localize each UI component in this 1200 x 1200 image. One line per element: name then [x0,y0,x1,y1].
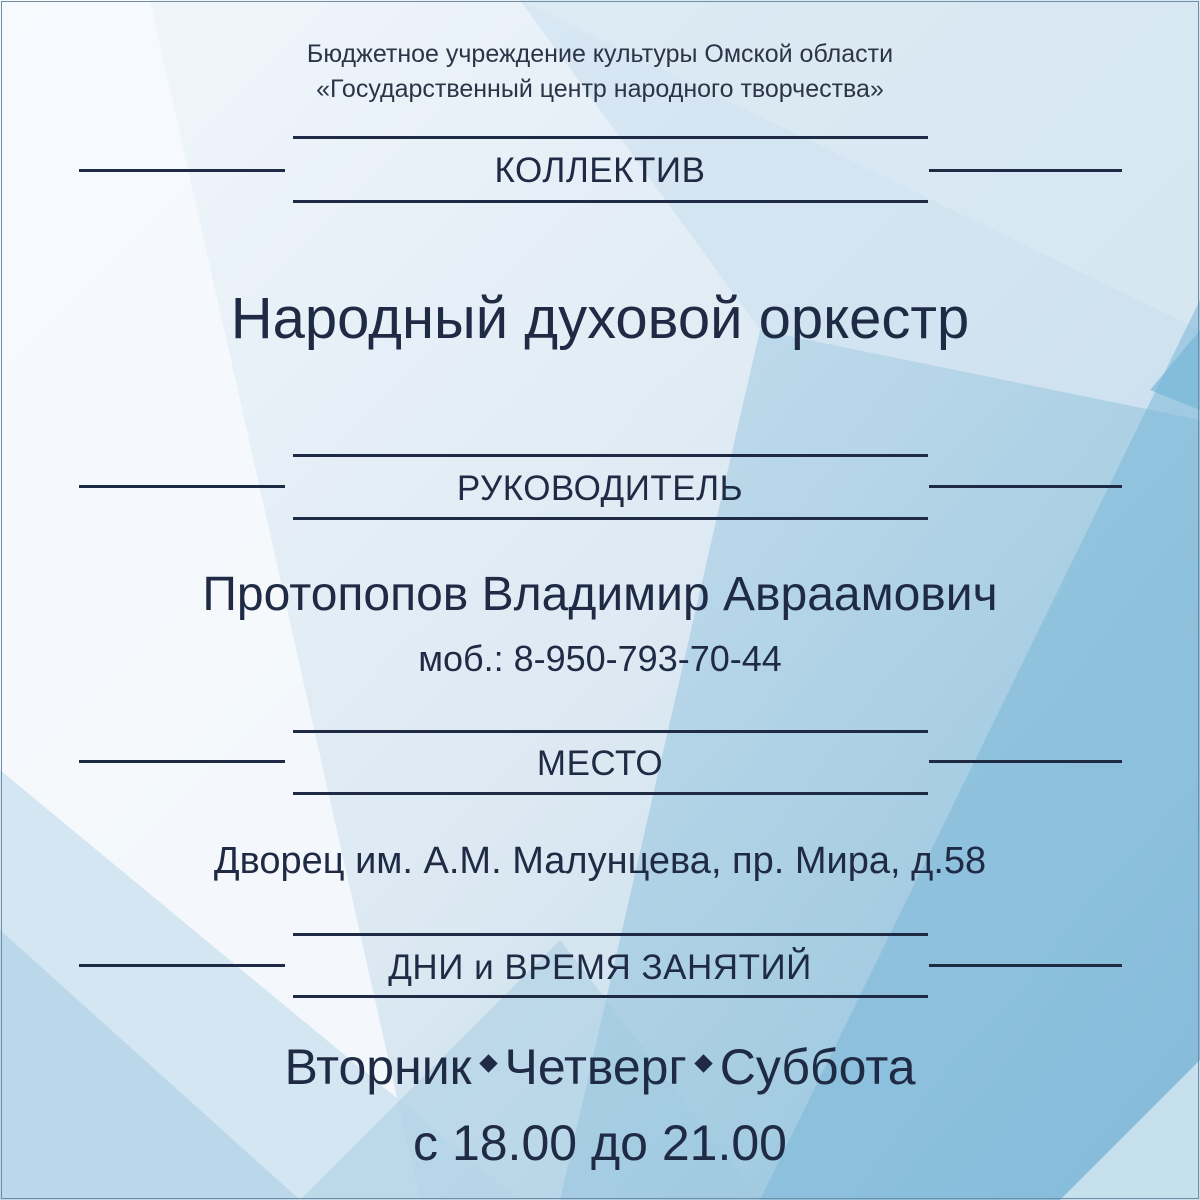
day-saturday: Суббота [719,1039,916,1095]
rule-bottom [293,517,928,520]
rule-top [293,730,928,733]
diamond-separator-icon [694,1054,712,1072]
leader-phone: моб.: 8-950-793-70-44 [418,638,782,679]
organization-line-1: Бюджетное учреждение культуры Омской области [306,40,894,68]
schedule-time: с 18.00 до 21.00 [413,1115,787,1171]
rule-bottom [293,200,928,203]
diamond-separator-icon [479,1054,497,1072]
day-tuesday: Вторник [284,1039,472,1095]
rule-top [293,454,928,457]
rule-top [293,136,928,139]
rule-bottom [293,995,928,998]
rule-top [293,933,928,936]
schedule-days [0,1039,1200,1095]
rule-bottom [293,792,928,795]
leader-name: Протопопов Владимир Авраамович [202,568,998,621]
organization-line-2: «Государственный центр народного творчества» [316,75,884,103]
leader-heading: РУКОВОДИТЕЛЬ [456,469,744,508]
place-address: Дворец им. А.М. Малунцева, пр. Мира, д.58 [213,840,987,882]
day-thursday: Четверг [504,1039,687,1095]
collective-name: Народный духовой оркестр [230,286,970,351]
place-heading: МЕСТО [536,744,664,783]
collective-heading: КОЛЛЕКТИВ [494,151,706,190]
schedule-heading: ДНИ и ВРЕМЯ ЗАНЯТИЙ [388,948,812,987]
